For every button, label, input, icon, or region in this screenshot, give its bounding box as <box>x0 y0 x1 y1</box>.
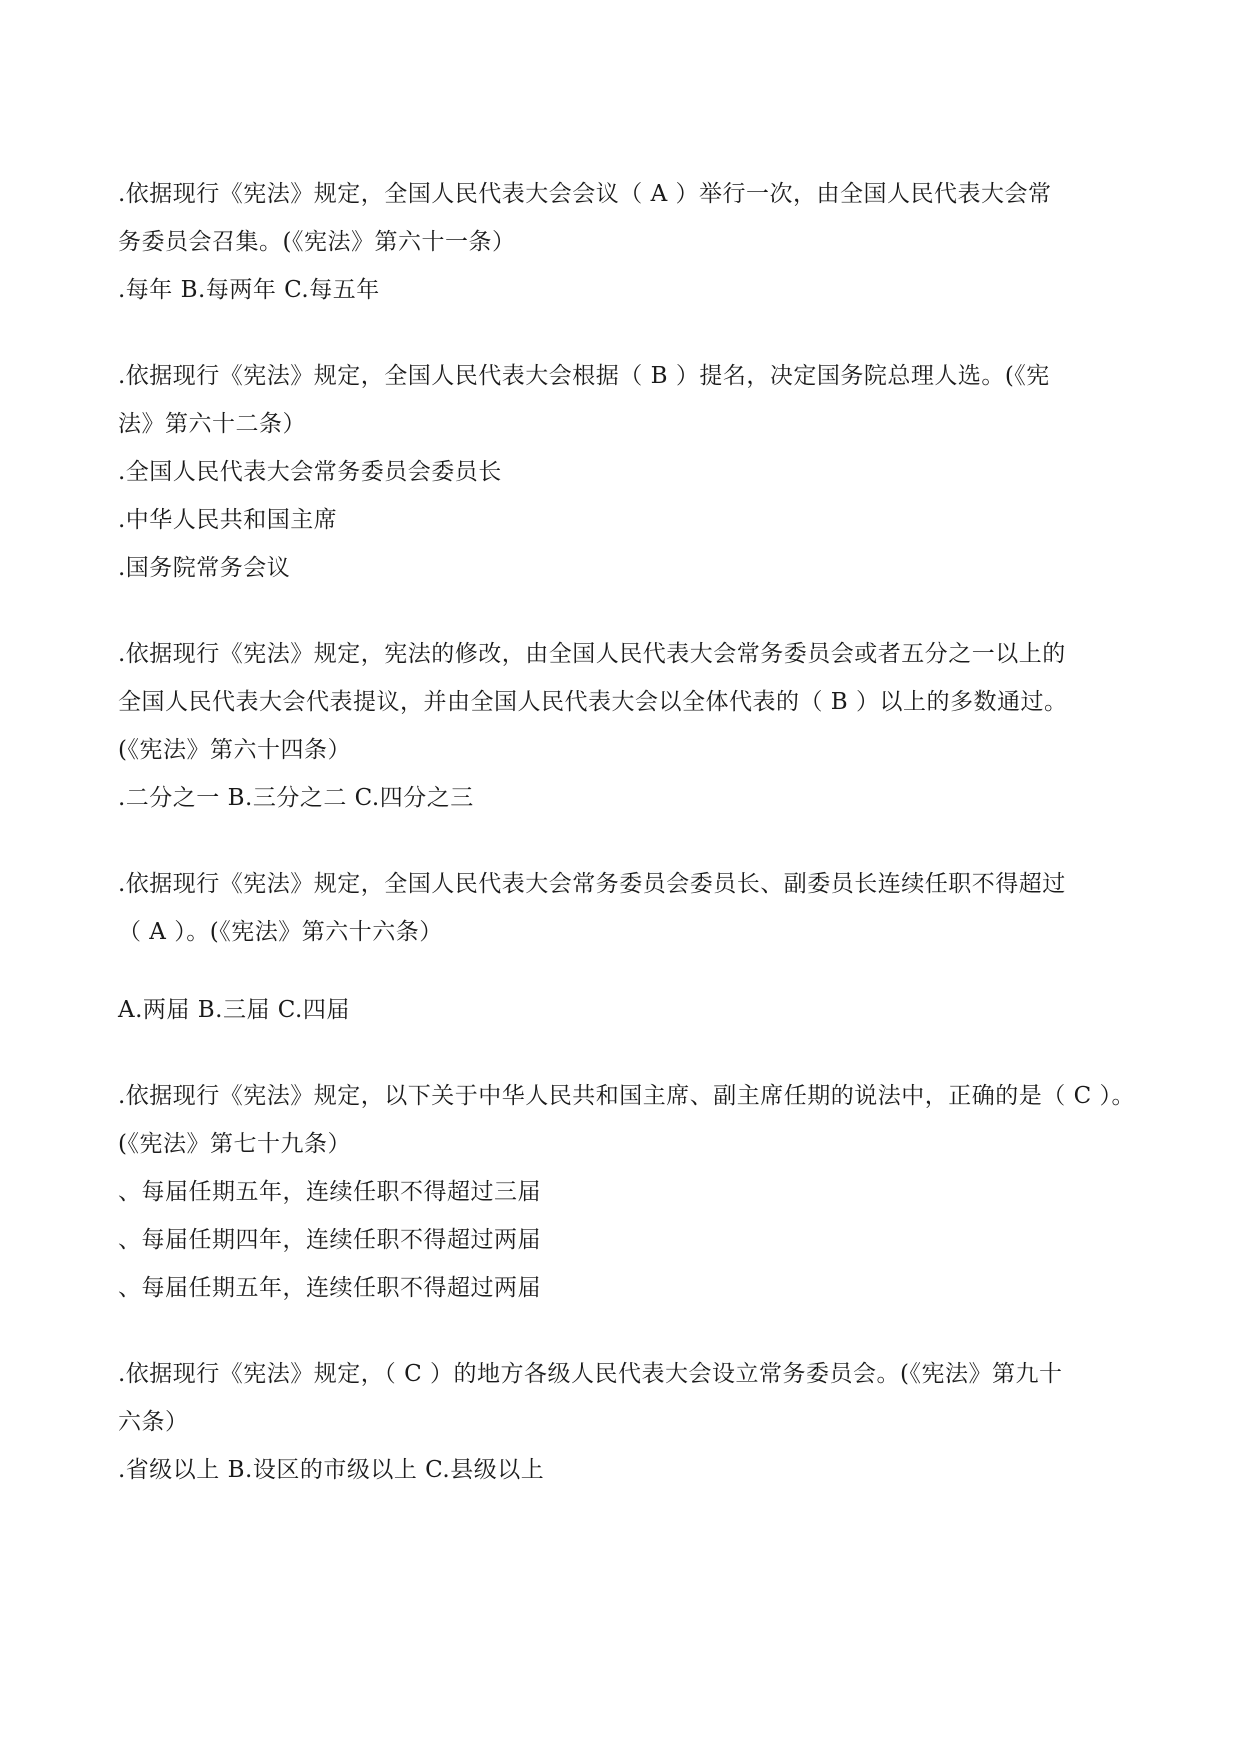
question-text-line: 务委员会召集。(《宪法》第六十一条） <box>118 229 516 255</box>
question-1 <box>118 170 1128 314</box>
question-text-line: .依据现行《宪法》规定，全国人民代表大会常务委员会委员长、副委员长连续任职不得超过 <box>118 871 1066 897</box>
question-text-line: (《宪法》第七十九条） <box>118 1131 351 1157</box>
question-text-line: .依据现行《宪法》规定，以下关于中华人民共和国主席、副主席任期的说法中，正确的是（ C ）。 <box>118 1083 1136 1109</box>
answer-options: A.两届 B.三届 C.四届 <box>118 997 350 1023</box>
question-5 <box>118 1072 1136 1312</box>
question-list <box>118 170 1136 1532</box>
question-text-line: (《宪法》第六十四条） <box>118 737 351 763</box>
question-text-line: （ A ）。(《宪法》第六十六条） <box>118 919 443 945</box>
question-text-line: .依据现行《宪法》规定，全国人民代表大会会议（ A ）举行一次，由全国人民代表大会常 <box>118 181 1052 207</box>
blank-gap <box>118 956 1128 986</box>
question-text-line: .依据现行《宪法》规定，宪法的修改，由全国人民代表大会常务委员会或者五分之一以上的 <box>118 641 1066 667</box>
question-text-line: 全国人民代表大会代表提议，并由全国人民代表大会以全体代表的（ B ）以上的多数通过。 <box>118 689 1068 715</box>
question-3 <box>118 630 1128 822</box>
question-text-line: 法》第六十二条） <box>118 411 306 437</box>
question-4 <box>118 860 1128 1034</box>
question-text-line: .依据现行《宪法》规定，全国人民代表大会根据（ B ）提名，决定国务院总理人选。(《宪 <box>118 363 1050 389</box>
answer-options: .省级以上 B.设区的市级以上 C.县级以上 <box>118 1457 545 1483</box>
answer-option: 、每届任期五年，连续任职不得超过三届 <box>118 1179 541 1205</box>
answer-option: 、每届任期五年，连续任职不得超过两届 <box>118 1275 541 1301</box>
answer-option: .全国人民代表大会常务委员会委员长 <box>118 459 502 485</box>
answer-options: .每年 B.每两年 C.每五年 <box>118 277 380 303</box>
question-text-line: 六条） <box>118 1409 189 1435</box>
question-text-line: .依据现行《宪法》规定，（ C ）的地方各级人民代表大会设立常务委员会。(《宪法》第九十 <box>118 1361 1063 1387</box>
answer-option: 、每届任期四年，连续任职不得超过两届 <box>118 1227 541 1253</box>
question-6 <box>118 1350 1128 1494</box>
question-2 <box>118 352 1128 592</box>
answer-option: .中华人民共和国主席 <box>118 507 338 533</box>
answer-options: .二分之一 B.三分之二 C.四分之三 <box>118 785 474 811</box>
answer-option: .国务院常务会议 <box>118 555 291 581</box>
